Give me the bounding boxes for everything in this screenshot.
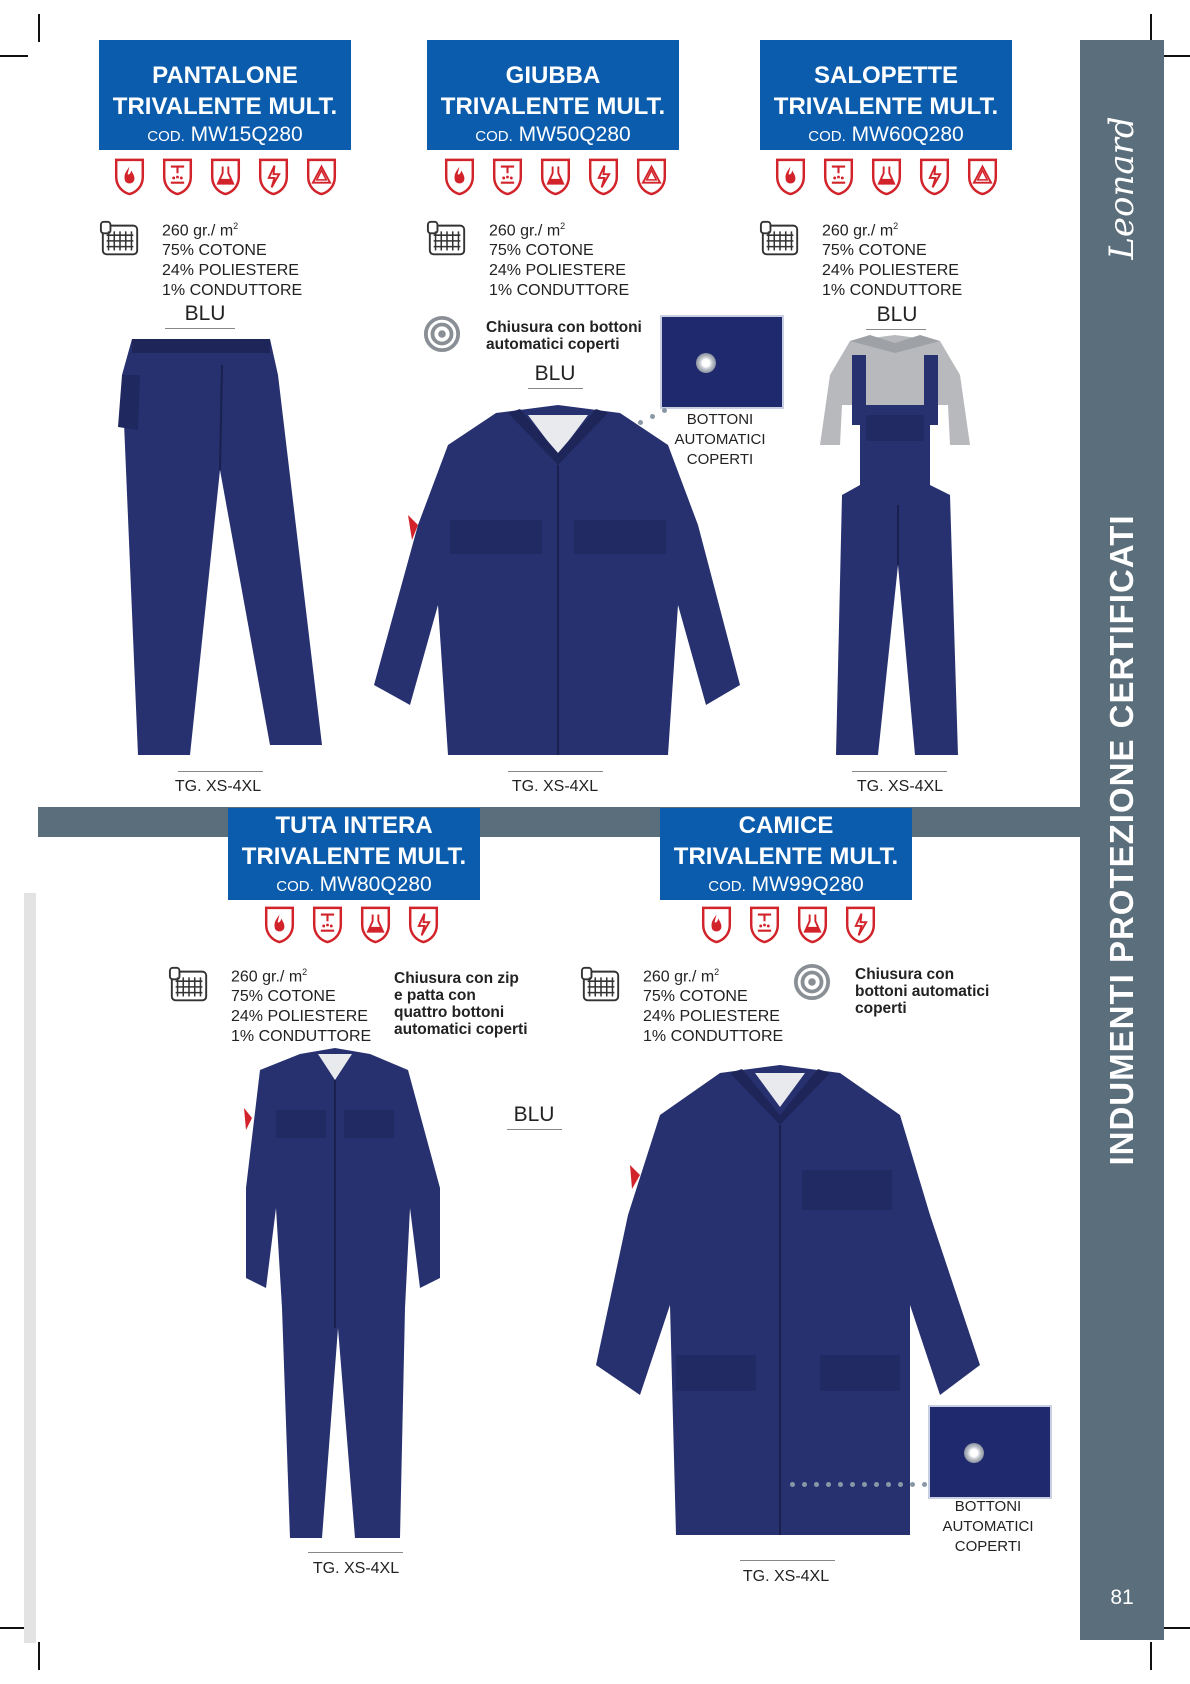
- chemical-shield-icon: [359, 906, 392, 944]
- button-detail-inset-camice: [928, 1405, 1052, 1499]
- chemical-shield-icon: [209, 158, 242, 196]
- electric-arc-shield-icon: [587, 158, 620, 196]
- garment-image-giubba: [368, 405, 748, 770]
- welding-shield-icon: [491, 158, 524, 196]
- flame-shield-icon: [443, 158, 476, 196]
- size-range-pantalone: TG. XS-4XL: [174, 778, 262, 795]
- color-label-giubba: BLU: [534, 362, 576, 385]
- button-detail-inset: [660, 315, 784, 409]
- cert-icons-salopette: [774, 158, 999, 196]
- welding-shield-icon: [822, 158, 855, 196]
- color-label-pantalone: BLU: [184, 302, 226, 325]
- garment-image-pantalone: [110, 335, 330, 765]
- cert-icons-camice: [700, 906, 877, 944]
- chemical-shield-icon: [539, 158, 572, 196]
- button-closure-icon: [793, 963, 831, 1001]
- electric-arc-shield-icon: [257, 158, 290, 196]
- garment-image-salopette: [810, 335, 980, 765]
- size-range-giubba: TG. XS-4XL: [511, 778, 599, 795]
- color-label-salopette: BLU: [876, 303, 918, 326]
- button-closure-icon: [423, 315, 461, 353]
- flame-shield-icon: [774, 158, 807, 196]
- antistatic-shield-icon: [305, 158, 338, 196]
- cert-icons-giubba: [443, 158, 668, 196]
- closure-note-tuta: Chiusura con zip e patta con quattro bottoni automatici coperti: [394, 970, 528, 1038]
- product-title-camice: CAMICE TRIVALENTE MULT. COD. MW99Q280: [660, 808, 912, 900]
- cert-icons-pantalone: [113, 158, 338, 196]
- flame-shield-icon: [263, 906, 296, 944]
- fabric-icon: [580, 964, 622, 1006]
- product-title-tuta: TUTA INTERA TRIVALENTE MULT. COD. MW80Q280: [228, 808, 480, 900]
- flame-shield-icon: [113, 158, 146, 196]
- antistatic-shield-icon: [966, 158, 999, 196]
- electric-arc-shield-icon: [407, 906, 440, 944]
- product-title-salopette: SALOPETTE TRIVALENTE MULT. COD. MW60Q280: [760, 40, 1012, 150]
- fabric-spec-giubba: 260 gr./ $m^2$ 75% COTONE 24% POLIESTERE 1% CONDUTTORE: [489, 221, 630, 300]
- welding-shield-icon: [161, 158, 194, 196]
- welding-shield-icon: [311, 906, 344, 944]
- product-title-pantalone: PANTALONE TRIVALENTE MULT. COD. MW15Q280: [99, 40, 351, 150]
- fabric-icon: [99, 218, 141, 260]
- size-range-salopette: TG. XS-4XL: [856, 778, 944, 795]
- garment-image-tuta: [230, 1048, 450, 1548]
- flame-shield-icon: [700, 906, 733, 944]
- section-divider: [38, 807, 1080, 837]
- callout-buttons-bottom: BOTTONI AUTOMATICI COPERTI: [942, 1498, 1034, 1555]
- product-title-giubba: GIUBBA TRIVALENTE MULT. COD. MW50Q280: [427, 40, 679, 150]
- chemical-shield-icon: [796, 906, 829, 944]
- left-edge-bar: [24, 893, 36, 1643]
- antistatic-shield-icon: [635, 158, 668, 196]
- size-range-camice: TG. XS-4XL: [742, 1568, 830, 1585]
- closure-note-camice: Chiusura con bottoni automatici coperti: [855, 966, 990, 1017]
- fabric-spec-tuta: 260 gr./ $m^2$ 75% COTONE 24% POLIESTERE 1% CONDUTTORE: [231, 967, 372, 1046]
- color-label-tuta: BLU: [513, 1103, 555, 1126]
- page-number: 81: [1110, 1586, 1134, 1609]
- electric-arc-shield-icon: [918, 158, 951, 196]
- closure-note-giubba: Chiusura con bottoni automatici coperti: [486, 319, 642, 353]
- fabric-spec-pantalone: 260 gr./ $m^2$ 75% COTONE 24% POLIESTERE 1% CONDUTTORE: [162, 221, 303, 300]
- fabric-icon: [168, 964, 210, 1006]
- fabric-icon: [426, 218, 468, 260]
- electric-arc-shield-icon: [844, 906, 877, 944]
- welding-shield-icon: [748, 906, 781, 944]
- callout-buttons-top: BOTTONI AUTOMATICI COPERTI: [674, 411, 766, 468]
- size-range-tuta: TG. XS-4XL: [312, 1560, 400, 1577]
- fabric-spec-camice: 260 gr./ $m^2$ 75% COTONE 24% POLIESTERE 1% CONDUTTORE: [643, 967, 784, 1046]
- chemical-shield-icon: [870, 158, 903, 196]
- fabric-icon: [759, 218, 801, 260]
- fabric-spec-salopette: 260 gr./ $m^2$ 75% COTONE 24% POLIESTERE 1% CONDUTTORE: [822, 221, 963, 300]
- cert-icons-tuta: [263, 906, 440, 944]
